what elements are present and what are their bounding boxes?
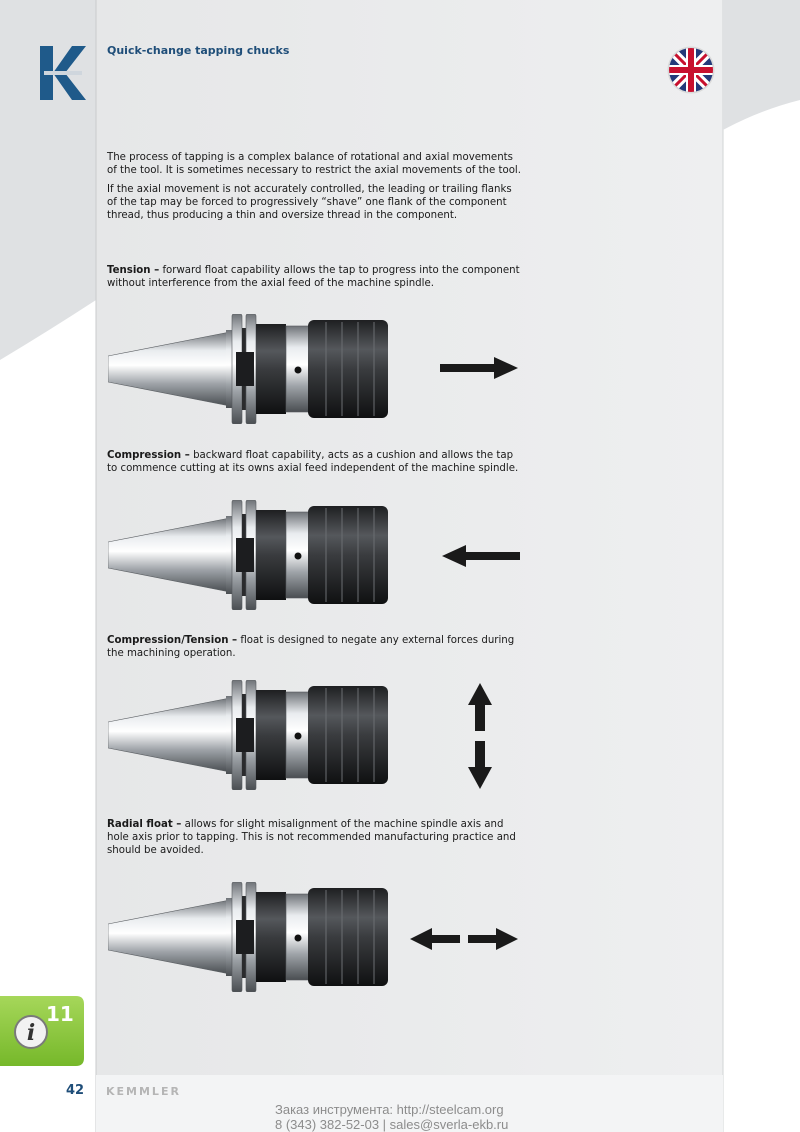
arrow-right-icon xyxy=(440,357,520,379)
tapping-chuck-image xyxy=(108,314,393,424)
tapping-chuck-image xyxy=(108,680,393,790)
page-number: 42 xyxy=(66,1083,85,1098)
info-icon xyxy=(15,1016,47,1048)
kemmler-logo xyxy=(40,46,86,100)
section-term: Compression/Tension – xyxy=(107,635,238,646)
svg-text:i: i xyxy=(26,1020,36,1046)
arrow-left-icon xyxy=(440,545,520,567)
section-term: Radial float – xyxy=(107,819,182,830)
section-term: Compression – xyxy=(107,450,190,461)
contact-phone-email-line[interactable]: 8 (343) 382-52-03 | sales@sverla-ekb.ru xyxy=(275,1117,509,1132)
section-term: Tension – xyxy=(107,265,160,276)
section-compression-tension-text xyxy=(107,634,522,660)
section-description: allows for slight misalignment of the machine spindle axis and hole axis prior to tapping. This is not recommended manufacturing practice and should be avoided. xyxy=(107,819,516,856)
tapping-chuck-image xyxy=(108,882,393,992)
uk-flag-icon[interactable] xyxy=(667,46,715,94)
tapping-chuck-image xyxy=(108,500,393,610)
section-compression-text xyxy=(107,449,522,475)
chapter-number: 11 xyxy=(46,1002,74,1026)
section-description: backward float capability, acts as a cushion and allows the tap to commence cutting at its owns axial feed independent of the machine spindle. xyxy=(107,450,519,474)
section-tension-text xyxy=(107,264,522,290)
page-title: Quick-change tapping chucks xyxy=(107,44,290,57)
section-description: float is designed to negate any external forces during the machining operation. xyxy=(107,635,515,659)
arrow-left-right-icon xyxy=(410,928,520,950)
section-radial-float-text xyxy=(107,818,522,857)
contact-order-line[interactable]: Заказ инструмента: http://steelcam.org xyxy=(275,1102,504,1117)
arrow-up-down-icon xyxy=(468,683,492,791)
section-description: forward float capability allows the tap to progress into the component without interference from the axial feed of the machine spindle. xyxy=(107,265,520,289)
intro-paragraph-2: If the axial movement is not accurately controlled, the leading or trailing flanks of the tap may be forced to progressively “shave” one flank of the component thread, thus producing a thin and oversize thread in the component. xyxy=(107,184,512,221)
intro-paragraph-1: The process of tapping is a complex balance of rotational and axial movements of the tool. It is sometimes necessary to restrict the axial movements of the tool. xyxy=(107,152,522,176)
footer-brand: KEMMLER xyxy=(106,1085,181,1098)
